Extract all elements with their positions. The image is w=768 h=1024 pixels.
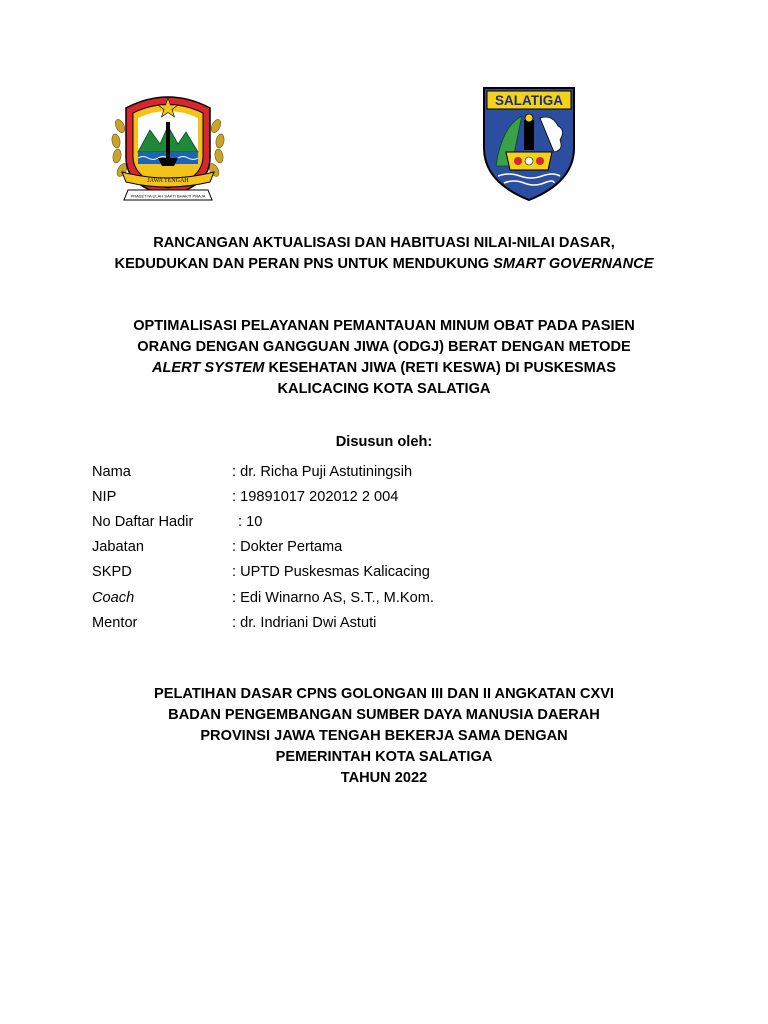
subtitle-line-3-plain: KESEHATAN JIWA (RETI KESWA) DI PUSKESMAS xyxy=(264,360,617,376)
info-label: SKPD xyxy=(92,564,132,581)
info-row-coach xyxy=(92,585,652,610)
info-label: No Daftar Hadir xyxy=(92,513,194,530)
info-label: Jabatan xyxy=(92,539,144,556)
info-row-mentor xyxy=(92,610,652,635)
crest-motto-text: PRASETYA ULAH SAKTI BHAKTI PRAJA xyxy=(130,193,206,199)
title-line-1: RANCANGAN AKTUALISASI DAN HABITUASI NILAI-NILAI DASAR, xyxy=(153,235,615,251)
authored-by-heading: Disusun oleh: xyxy=(335,434,433,450)
info-value: : Edi Winarno AS, S.T., M.Kom. xyxy=(232,589,434,606)
info-label: Mentor xyxy=(92,614,138,631)
subtitle-line-4: KALICACING KOTA SALATIGA xyxy=(277,381,491,397)
salatiga-crest-icon xyxy=(482,86,576,202)
info-row-nama xyxy=(92,459,652,484)
document-title xyxy=(0,233,768,275)
author-info-table xyxy=(92,459,652,635)
crest-ribbon-text: JAWA TENGAH xyxy=(147,178,189,184)
document-subtitle xyxy=(0,316,768,400)
info-label: Nama xyxy=(92,463,131,480)
crest-banner-text: SALATIGA xyxy=(495,93,563,108)
info-row-jabatan xyxy=(92,535,652,560)
info-label: Coach xyxy=(92,589,135,606)
info-row-no-daftar-hadir xyxy=(92,509,652,534)
info-value: : UPTD Puskesmas Kalicacing xyxy=(232,564,430,581)
footer-line-2: BADAN PENGEMBANGAN SUMBER DAYA MANUSIA DAERAH xyxy=(168,707,600,723)
footer-line-3: PROVINSI JAWA TENGAH BEKERJA SAMA DENGAN xyxy=(200,728,568,744)
jawa-tengah-crest-icon xyxy=(106,86,230,210)
info-row-skpd xyxy=(92,560,652,585)
footer-line-1: PELATIHAN DASAR CPNS GOLONGAN III DAN II ANGKATAN CXVI xyxy=(154,686,614,702)
info-row-nip xyxy=(92,484,652,509)
info-value: : dr. Indriani Dwi Astuti xyxy=(232,614,377,631)
info-value: : dr. Richa Puji Astutiningsih xyxy=(232,463,413,480)
subtitle-line-2: ORANG DENGAN GANGGUAN JIWA (ODGJ) BERAT DENGAN METODE xyxy=(137,339,631,355)
institution-footer xyxy=(0,684,768,789)
info-value: : Dokter Pertama xyxy=(232,539,343,556)
subtitle-line-1: OPTIMALISASI PELAYANAN PEMANTAUAN MINUM OBAT PADA PASIEN xyxy=(133,318,635,334)
title-line-2-plain: KEDUDUKAN DAN PERAN PNS UNTUK MENDUKUNG xyxy=(114,256,494,272)
info-label: NIP xyxy=(92,488,117,505)
title-line-2-italic: SMART GOVERNANCE xyxy=(493,256,654,272)
title-line-2 xyxy=(0,254,768,275)
footer-line-5: TAHUN 2022 xyxy=(340,770,428,786)
info-value: : 19891017 202012 2 004 xyxy=(232,488,399,505)
footer-line-4: PEMERINTAH KOTA SALATIGA xyxy=(275,749,493,765)
info-value: : 10 xyxy=(238,513,263,530)
subtitle-line-3 xyxy=(0,358,768,379)
subtitle-line-3-italic: ALERT SYSTEM xyxy=(151,360,265,376)
